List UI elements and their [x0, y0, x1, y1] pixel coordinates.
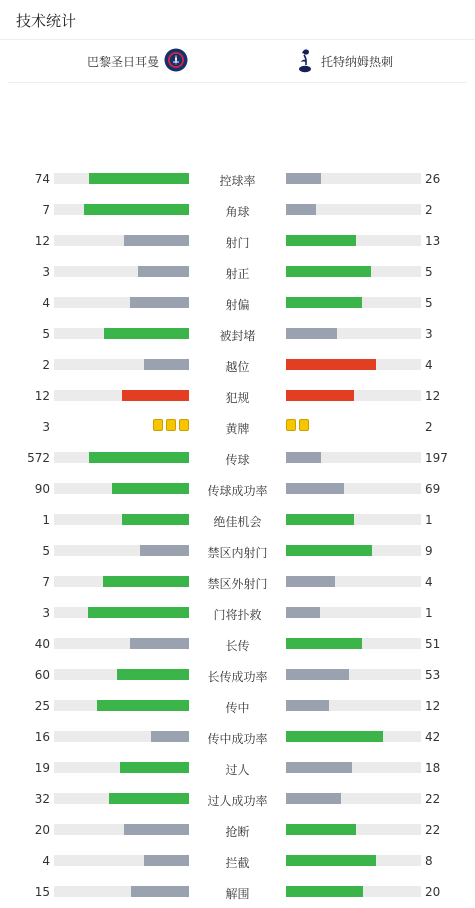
stat-label: 绝佳机会 [213, 515, 262, 529]
away-bar-fill [286, 359, 376, 370]
home-bar-fill [120, 762, 189, 773]
home-bar-track [54, 731, 189, 742]
stat-label: 过人 [225, 763, 250, 777]
away-bar-fill [286, 204, 316, 215]
home-bar-fill [112, 483, 189, 494]
stat-row [0, 257, 475, 288]
stat-row [0, 784, 475, 815]
home-bar-fill [122, 390, 190, 401]
stat-row [0, 691, 475, 722]
home-bar-fill [109, 793, 189, 804]
page-title: 技术统计 [16, 12, 77, 30]
away-value: 9 [425, 544, 433, 558]
away-bar-track [286, 576, 421, 587]
home-bar-fill [151, 731, 189, 742]
home-bar-track [54, 607, 189, 618]
home-bar-fill [138, 266, 189, 277]
home-value: 3 [42, 265, 50, 279]
stat-label: 解围 [225, 887, 250, 901]
team-header [8, 40, 467, 83]
stat-label: 射门 [225, 236, 250, 250]
home-bar-fill [130, 297, 189, 308]
stat-row [0, 164, 475, 195]
away-value: 18 [425, 761, 441, 775]
home-value: 12 [34, 234, 50, 248]
away-bar-fill [286, 235, 356, 246]
home-bar-track [54, 204, 189, 215]
stat-row [0, 877, 475, 908]
away-bar-fill [286, 731, 383, 742]
away-bar-track [286, 297, 421, 308]
page-header [0, 0, 475, 40]
away-bar-fill [286, 886, 363, 897]
stat-label: 长传 [225, 639, 250, 653]
home-bar-fill [131, 886, 189, 897]
away-value: 13 [425, 234, 441, 248]
stat-label: 射正 [225, 267, 250, 281]
home-value: 90 [34, 482, 50, 496]
home-bar-track [54, 390, 189, 401]
away-value: 42 [425, 730, 441, 744]
home-bar-track [54, 886, 189, 897]
home-value: 2 [42, 358, 50, 372]
away-bar-fill [286, 328, 337, 339]
stat-label: 越位 [225, 360, 250, 374]
away-value: 8 [425, 854, 433, 868]
stat-label: 角球 [225, 205, 250, 219]
home-bar-track [54, 545, 189, 556]
home-bar-track [54, 235, 189, 246]
home-value: 7 [42, 575, 50, 589]
away-value: 20 [425, 885, 441, 899]
home-bar-fill [104, 328, 189, 339]
stat-label: 传中 [225, 701, 250, 715]
home-bar-track [54, 266, 189, 277]
stat-label: 传球 [225, 453, 250, 467]
home-value: 5 [42, 327, 50, 341]
home-bar-track [54, 297, 189, 308]
away-bar-fill [286, 762, 352, 773]
stat-label: 传中成功率 [207, 732, 268, 746]
away-value: 4 [425, 575, 433, 589]
away-bar-track [286, 359, 421, 370]
home-bar-track [54, 669, 189, 680]
stat-row [0, 722, 475, 753]
away-bar-track [286, 390, 421, 401]
home-bar-fill [103, 576, 189, 587]
stat-label: 禁区内射门 [207, 546, 268, 560]
away-bar-track [286, 638, 421, 649]
home-value: 3 [42, 420, 50, 434]
away-bar-track [286, 607, 421, 618]
stat-row [0, 381, 475, 412]
away-team-name: 托特纳姆热刺 [321, 54, 394, 69]
away-bar-fill [286, 638, 362, 649]
home-value: 4 [42, 854, 50, 868]
home-bar-track [54, 328, 189, 339]
home-bar-fill [140, 545, 189, 556]
home-value: 60 [34, 668, 50, 682]
yellow-card-icon [299, 419, 309, 431]
away-value: 69 [425, 482, 441, 496]
stat-label: 长传成功率 [207, 670, 268, 684]
away-value: 12 [425, 389, 441, 403]
away-bar-track [286, 669, 421, 680]
home-value: 20 [34, 823, 50, 837]
home-bar-fill [117, 669, 189, 680]
home-bar-track [54, 700, 189, 711]
away-value: 3 [425, 327, 433, 341]
away-bar-fill [286, 855, 376, 866]
away-bar-fill [286, 390, 354, 401]
away-value: 5 [425, 296, 433, 310]
away-team[interactable] [294, 40, 393, 82]
away-bar-fill [286, 700, 329, 711]
stat-row [0, 753, 475, 784]
home-team-name: 巴黎圣日耳曼 [86, 54, 159, 69]
stat-row [0, 815, 475, 846]
away-bar-fill [286, 545, 372, 556]
home-bar-fill [144, 359, 189, 370]
home-bar-track [54, 576, 189, 587]
stat-row [0, 598, 475, 629]
away-bar-fill [286, 173, 321, 184]
stat-label: 黄牌 [225, 422, 250, 436]
home-value: 3 [42, 606, 50, 620]
away-bar-fill [286, 576, 335, 587]
home-bar-fill [84, 204, 189, 215]
away-value: 22 [425, 823, 441, 837]
home-value: 19 [34, 761, 50, 775]
away-value: 26 [425, 172, 441, 186]
away-value: 5 [425, 265, 433, 279]
home-bar-fill [89, 173, 189, 184]
stat-row [0, 536, 475, 567]
stat-row [0, 505, 475, 536]
home-bar-fill [124, 235, 189, 246]
yellow-card-icon [286, 419, 296, 431]
away-bar-fill [286, 793, 341, 804]
stat-row [0, 288, 475, 319]
away-bar-fill [286, 669, 349, 680]
away-bar-track [286, 483, 421, 494]
away-bar-track [286, 266, 421, 277]
stat-row [0, 567, 475, 598]
away-bar-track [286, 855, 421, 866]
away-bar-fill [286, 607, 320, 618]
home-value: 12 [34, 389, 50, 403]
away-value: 4 [425, 358, 433, 372]
home-bar-fill [89, 452, 189, 463]
home-value: 1 [42, 513, 50, 527]
away-bar-fill [286, 297, 362, 308]
away-value: 1 [425, 606, 433, 620]
away-bar-track [286, 514, 421, 525]
home-bar-fill [144, 855, 189, 866]
stat-row [0, 474, 475, 505]
away-bar-track [286, 452, 421, 463]
away-bar-fill [286, 483, 344, 494]
stat-label: 门将扑救 [213, 608, 262, 622]
away-bar-fill [286, 266, 371, 277]
away-bar-track [286, 793, 421, 804]
away-bar-track [286, 886, 421, 897]
stat-label: 禁区外射门 [207, 577, 268, 591]
home-bar-track [54, 638, 189, 649]
away-value: 2 [425, 203, 433, 217]
home-bar-track [54, 483, 189, 494]
stat-label: 射偏 [225, 298, 250, 312]
psg-crest-icon [164, 48, 188, 75]
away-bar-track [286, 762, 421, 773]
home-bar-fill [97, 700, 189, 711]
home-bar-track [54, 452, 189, 463]
yellow-card-icon [166, 419, 176, 431]
away-value: 51 [425, 637, 441, 651]
home-value: 4 [42, 296, 50, 310]
home-value: 25 [34, 699, 50, 713]
home-bar-track [54, 762, 189, 773]
stat-row [0, 629, 475, 660]
stat-row [0, 412, 475, 443]
stat-row [0, 660, 475, 691]
stat-label: 控球率 [219, 174, 256, 188]
home-value: 572 [27, 451, 50, 465]
stat-row [0, 443, 475, 474]
home-bar-track [54, 173, 189, 184]
home-bar-track [54, 855, 189, 866]
home-bar-fill [130, 638, 189, 649]
stat-row [0, 195, 475, 226]
stat-label: 被封堵 [219, 329, 256, 343]
home-bar-track [54, 359, 189, 370]
yellow-card-icon [179, 419, 189, 431]
away-bar-fill [286, 452, 321, 463]
stat-row [0, 226, 475, 257]
away-bar-track [286, 204, 421, 215]
stat-label: 犯规 [225, 391, 250, 405]
away-value: 1 [425, 513, 433, 527]
home-value: 7 [42, 203, 50, 217]
home-value: 15 [34, 885, 50, 899]
away-value: 53 [425, 668, 441, 682]
home-yellow-cards [153, 419, 189, 432]
away-bar-track [286, 328, 421, 339]
home-value: 16 [34, 730, 50, 744]
away-bar-track [286, 545, 421, 556]
stat-row [0, 350, 475, 381]
away-value: 197 [425, 451, 448, 465]
away-yellow-cards [286, 419, 309, 432]
stat-row [0, 846, 475, 877]
home-bar-fill [122, 514, 190, 525]
away-bar-track [286, 173, 421, 184]
away-bar-track [286, 235, 421, 246]
home-value: 74 [34, 172, 50, 186]
stat-label: 传球成功率 [207, 484, 268, 498]
home-team[interactable] [87, 40, 188, 82]
home-value: 5 [42, 544, 50, 558]
home-bar-track [54, 514, 189, 525]
home-value: 32 [34, 792, 50, 806]
home-bar-fill [88, 607, 189, 618]
stat-row [0, 319, 475, 350]
away-value: 22 [425, 792, 441, 806]
tottenham-crest-icon [294, 47, 316, 76]
away-value: 12 [425, 699, 441, 713]
away-bar-track [286, 731, 421, 742]
stat-label: 抢断 [225, 825, 250, 839]
away-bar-track [286, 700, 421, 711]
away-value: 2 [425, 420, 433, 434]
stat-label: 过人成功率 [207, 794, 268, 808]
stat-label: 拦截 [225, 856, 250, 870]
yellow-card-icon [153, 419, 163, 431]
home-bar-track [54, 793, 189, 804]
away-bar-fill [286, 514, 354, 525]
home-value: 40 [34, 637, 50, 651]
